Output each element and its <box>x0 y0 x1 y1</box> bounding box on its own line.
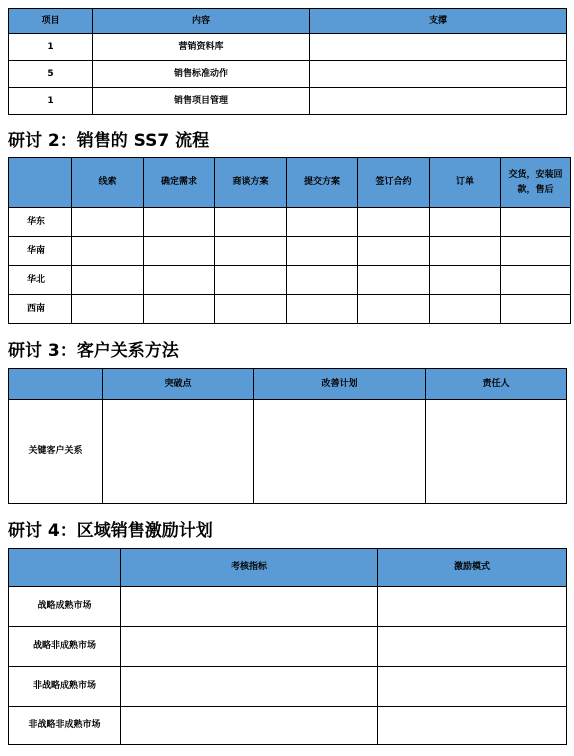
cell <box>215 295 287 324</box>
cell <box>144 295 215 324</box>
table-row <box>9 295 571 324</box>
cell <box>215 266 287 295</box>
table-row <box>9 707 567 745</box>
cell <box>378 627 567 667</box>
cell <box>430 266 501 295</box>
section3-title: 研讨 3：客户关系方法 <box>8 341 179 361</box>
cell <box>103 400 254 504</box>
ss7-table <box>8 157 571 324</box>
table-row <box>9 61 567 88</box>
region-label: 华北 <box>9 266 72 295</box>
cell <box>378 587 567 627</box>
table-row <box>9 237 571 266</box>
cell <box>358 208 430 237</box>
cell <box>358 266 430 295</box>
table-row <box>9 587 567 627</box>
cell <box>121 707 378 745</box>
market-label: 非战略成熟市场 <box>9 667 121 707</box>
header-kpi: 考核指标 <box>121 549 378 587</box>
market-label: 战略成熟市场 <box>9 587 121 627</box>
cell <box>501 266 571 295</box>
header-item: 项目 <box>9 9 93 34</box>
header-stage: 确定需求 <box>144 158 215 208</box>
cell <box>215 237 287 266</box>
header-stage: 商谈方案 <box>215 158 287 208</box>
ss7-table-header <box>9 158 571 208</box>
table-row <box>9 208 571 237</box>
cell <box>144 266 215 295</box>
cell <box>72 295 144 324</box>
cell <box>72 266 144 295</box>
cell <box>426 400 567 504</box>
header-breakthrough: 突破点 <box>103 369 254 400</box>
support-cell <box>310 61 567 88</box>
cell <box>287 295 358 324</box>
cell <box>287 237 358 266</box>
cell <box>287 208 358 237</box>
cell <box>215 208 287 237</box>
cell <box>358 237 430 266</box>
table-row <box>9 34 567 61</box>
support-table <box>8 8 567 115</box>
header-corner <box>9 549 121 587</box>
cell <box>121 667 378 707</box>
market-label: 非战略非成熟市场 <box>9 707 121 745</box>
incentive-table <box>8 548 567 745</box>
section2-title: 研讨 2：销售的 SS7 流程 <box>8 131 210 151</box>
customer-relationship-table <box>8 368 567 504</box>
cell <box>430 237 501 266</box>
cell <box>72 208 144 237</box>
cell <box>430 295 501 324</box>
item-cell: 1 <box>9 34 93 61</box>
header-owner: 责任人 <box>426 369 567 400</box>
row-label: 关键客户关系 <box>9 400 103 504</box>
cell <box>254 400 426 504</box>
cell <box>144 237 215 266</box>
support-table-header <box>9 9 567 34</box>
cell <box>501 295 571 324</box>
cell <box>72 237 144 266</box>
cell <box>287 266 358 295</box>
cell <box>144 208 215 237</box>
header-content: 内容 <box>93 9 310 34</box>
item-cell: 5 <box>9 61 93 88</box>
cell <box>501 208 571 237</box>
region-label: 西南 <box>9 295 72 324</box>
table-row <box>9 400 567 504</box>
cell <box>378 667 567 707</box>
header-corner <box>9 158 72 208</box>
header-incentive-mode: 激励模式 <box>378 549 567 587</box>
header-stage: 交货，安装回款，售后 <box>501 158 571 208</box>
cell <box>430 208 501 237</box>
table-row <box>9 627 567 667</box>
region-label: 华东 <box>9 208 72 237</box>
item-cell: 1 <box>9 88 93 115</box>
market-label: 战略非成熟市场 <box>9 627 121 667</box>
section4-title: 研讨 4：区域销售激励计划 <box>8 521 213 541</box>
support-cell <box>310 88 567 115</box>
region-label: 华南 <box>9 237 72 266</box>
cell <box>378 707 567 745</box>
cell <box>501 237 571 266</box>
support-cell <box>310 34 567 61</box>
cell <box>121 587 378 627</box>
incentive-table-header <box>9 549 567 587</box>
content-cell: 销售标准动作 <box>93 61 310 88</box>
header-corner <box>9 369 103 400</box>
header-improvement-plan: 改善计划 <box>254 369 426 400</box>
header-stage: 提交方案 <box>287 158 358 208</box>
table-row <box>9 88 567 115</box>
header-stage: 签订合约 <box>358 158 430 208</box>
cell <box>358 295 430 324</box>
header-support: 支撑 <box>310 9 567 34</box>
cell <box>121 627 378 667</box>
table-row <box>9 667 567 707</box>
content-cell: 销售项目管理 <box>93 88 310 115</box>
content-cell: 营销资料库 <box>93 34 310 61</box>
header-stage: 线索 <box>72 158 144 208</box>
relationship-table-header <box>9 369 567 400</box>
header-stage: 订单 <box>430 158 501 208</box>
table-row <box>9 266 571 295</box>
